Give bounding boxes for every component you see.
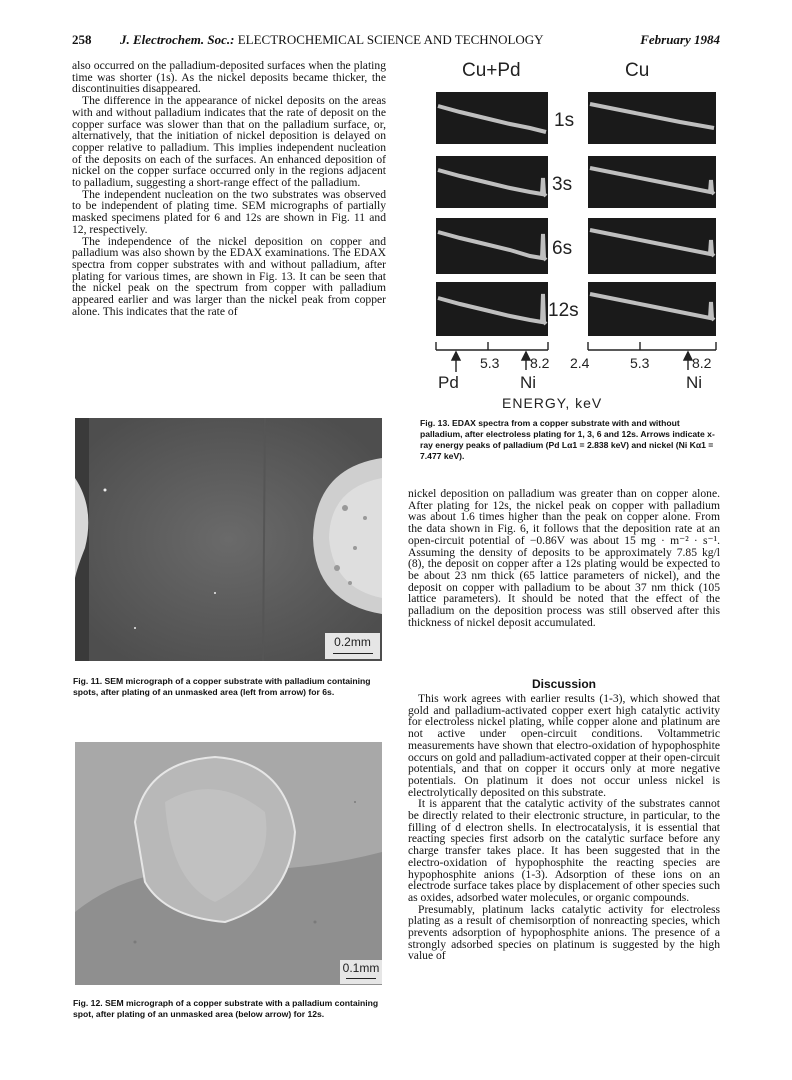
caption-label: Fig. 12.	[73, 998, 103, 1008]
scale-bar	[340, 960, 382, 984]
journal-section: ELECTROCHEMICAL SCIENCE AND TECHNOLOGY	[237, 32, 544, 47]
time-label: 6s	[552, 238, 573, 259]
element-label-ni: Ni	[686, 373, 703, 392]
tick-label: 5.3	[630, 355, 650, 371]
discussion-text	[408, 693, 720, 962]
figure-11-sem-micrograph	[75, 418, 382, 661]
figure-13-caption	[420, 418, 716, 462]
column-label-cu-pd: Cu+Pd	[462, 60, 521, 81]
energy-axis	[436, 342, 716, 350]
paragraph: The independent nucleation on the two substrates was observed to be independent of plating time. SEM micrographs of partially masked specimens plated for 6 and 12s are shown in Fig. 11 and 12, respectively.	[72, 187, 386, 236]
scale-label: 0.2mm	[334, 635, 371, 649]
micrograph-image	[75, 742, 382, 985]
caption-label: Fig. 13.	[420, 418, 450, 428]
time-label: 3s	[552, 174, 573, 195]
spectrum-panel-6s	[436, 218, 716, 274]
figure-12-sem-micrograph	[75, 742, 382, 985]
spectrum-panel-3s	[436, 156, 716, 208]
micrograph-image	[75, 418, 382, 661]
left-column-text	[72, 60, 386, 317]
edax-spectra-figure	[430, 58, 720, 414]
tick-label: 5.3	[480, 355, 500, 371]
tick-label: 8.2	[692, 355, 712, 371]
discussion-heading: Discussion	[531, 677, 597, 691]
right-column-text	[408, 488, 720, 628]
figure-12-caption	[73, 998, 385, 1020]
column-label-cu: Cu	[625, 60, 650, 81]
time-label: 1s	[554, 110, 575, 131]
paragraph: nickel deposition on palladium was greater than on copper alone. After plating for 12s, the nickel peak on copper with palladium was about 1.6 times higher than the peak on copper alone. From the data shown in Fig. 6, it follows that the deposition rate at an open-circuit potential of −0.86V was about 15 mg · m⁻² · s⁻¹. Assuming the density of deposits to be approximately 7.85 kg/l (8), the deposit on copper after a 12s plating would be expected to be about 23 nm thick (65 lattice parameters of nickel), and the deposit on copper with palladium to be about 37 nm thick (105 lattice parameters). It should be noted that the effect of the palladium on the deposition process was still observed after this thickness of nickel deposit accumulated.	[408, 487, 720, 629]
journal-name: J. Electrochem. Soc.:	[120, 32, 235, 47]
journal-title	[120, 32, 544, 48]
tick-label: 2.4	[570, 355, 590, 371]
scale-label: 0.1mm	[342, 961, 380, 975]
running-header	[72, 32, 720, 48]
scale-bar	[325, 633, 380, 659]
paragraph: It is apparent that the catalytic activity of the substrates cannot be directly related to their electronic structure, in particular, to the filling of d electron shells. In electrocatalysis, it is essential that reacting species first adsorb on the catalytic surface before any charge transfer takes place. It has been suggested that in the electro-oxidation of hypophosphite the reacting species are hypophosphite anions (1-3). Adsorption of these ions on an electrode surface takes place by displacement of other species such as oxides, adsorbed water molecules, or organic compounds.	[408, 797, 720, 904]
x-axis-label: ENERGY, keV	[502, 395, 603, 411]
paragraph: The independence of the nickel deposition on copper and palladium was also shown by the EDAX examinations. The EDAX spectra from copper substrates with and without palladium, after plating for various times, are shown in Fig. 13. It can be seen that the nickel peak on the spectrum from copper with palladium appeared earlier and was larger than the nickel peak from copper alone. This indicates that the rate of	[72, 234, 386, 318]
caption-text: EDAX spectra from a copper substrate with and without palladium, after electroless plating for 1, 3, 6 and 12s. Arrows indicate x-ray energy peaks of palladium (Pd Lα1 = 2.838 keV) and nickel (Ni Kα1 = 7.477 keV).	[420, 418, 715, 461]
paragraph: also occurred on the palladium-deposited surfaces when the plating time was shorter (1s). As the nickel deposits became thicker, the discontinuities disappeared.	[72, 59, 386, 96]
element-label-pd: Pd	[438, 373, 459, 392]
spectrum-panel-1s	[436, 92, 716, 144]
caption-label: Fig. 11.	[73, 676, 103, 686]
issue-date: February 1984	[640, 32, 720, 47]
caption-text: SEM micrograph of a copper substrate with palladium containing spots, after plating of an unmasked area (left from arrow) for 6s.	[73, 676, 371, 697]
figure-11-caption	[73, 676, 385, 698]
time-label: 12s	[548, 300, 579, 321]
paragraph: This work agrees with earlier results (1-3), which showed that gold and palladium-activated copper exert high catalytic activity for electroless nickel plating, while copper alone and platinum are not active under open-circuit conditions. Voltammetric measurements have shown that electro-oxidation of hypophosphite occurs on gold and palladium-activated copper at their open-circuit potentials, and that on copper it occurs only at more negative potentials. On platinum it does not occur unless nickel is electrolytically deposited on this substrate.	[408, 692, 720, 799]
tick-label: 8.2	[530, 355, 550, 371]
paragraph: The difference in the appearance of nickel deposits on the areas with and without palladium indicates that the rate of deposit on the copper surface was slower than that on the palladium surface, or, alternatively, that the initiation of nickel deposition is delayed on copper relative to palladium. This implies independent nucleation of the deposits on each of the surfaces. An enhanced deposition of nickel on the copper surface occurred only in the regions adjacent to palladium, suggesting a short-range effect of the palladium.	[72, 94, 386, 190]
element-label-ni: Ni	[520, 373, 537, 392]
paragraph: Presumably, platinum lacks catalytic activity for electroless plating as a result of chemisorption of nonreacting species, which prevents adsorption of hypophosphite anions. The presence of a strongly adsorbed species on platinum is suggested by the high value of	[408, 902, 720, 963]
page-number: 258	[72, 32, 92, 47]
spectrum-panel-12s	[436, 282, 716, 336]
caption-text: SEM micrograph of a copper substrate with a palladium containing spot, after plating of an unmasked area (below arrow) for 12s.	[73, 998, 379, 1019]
